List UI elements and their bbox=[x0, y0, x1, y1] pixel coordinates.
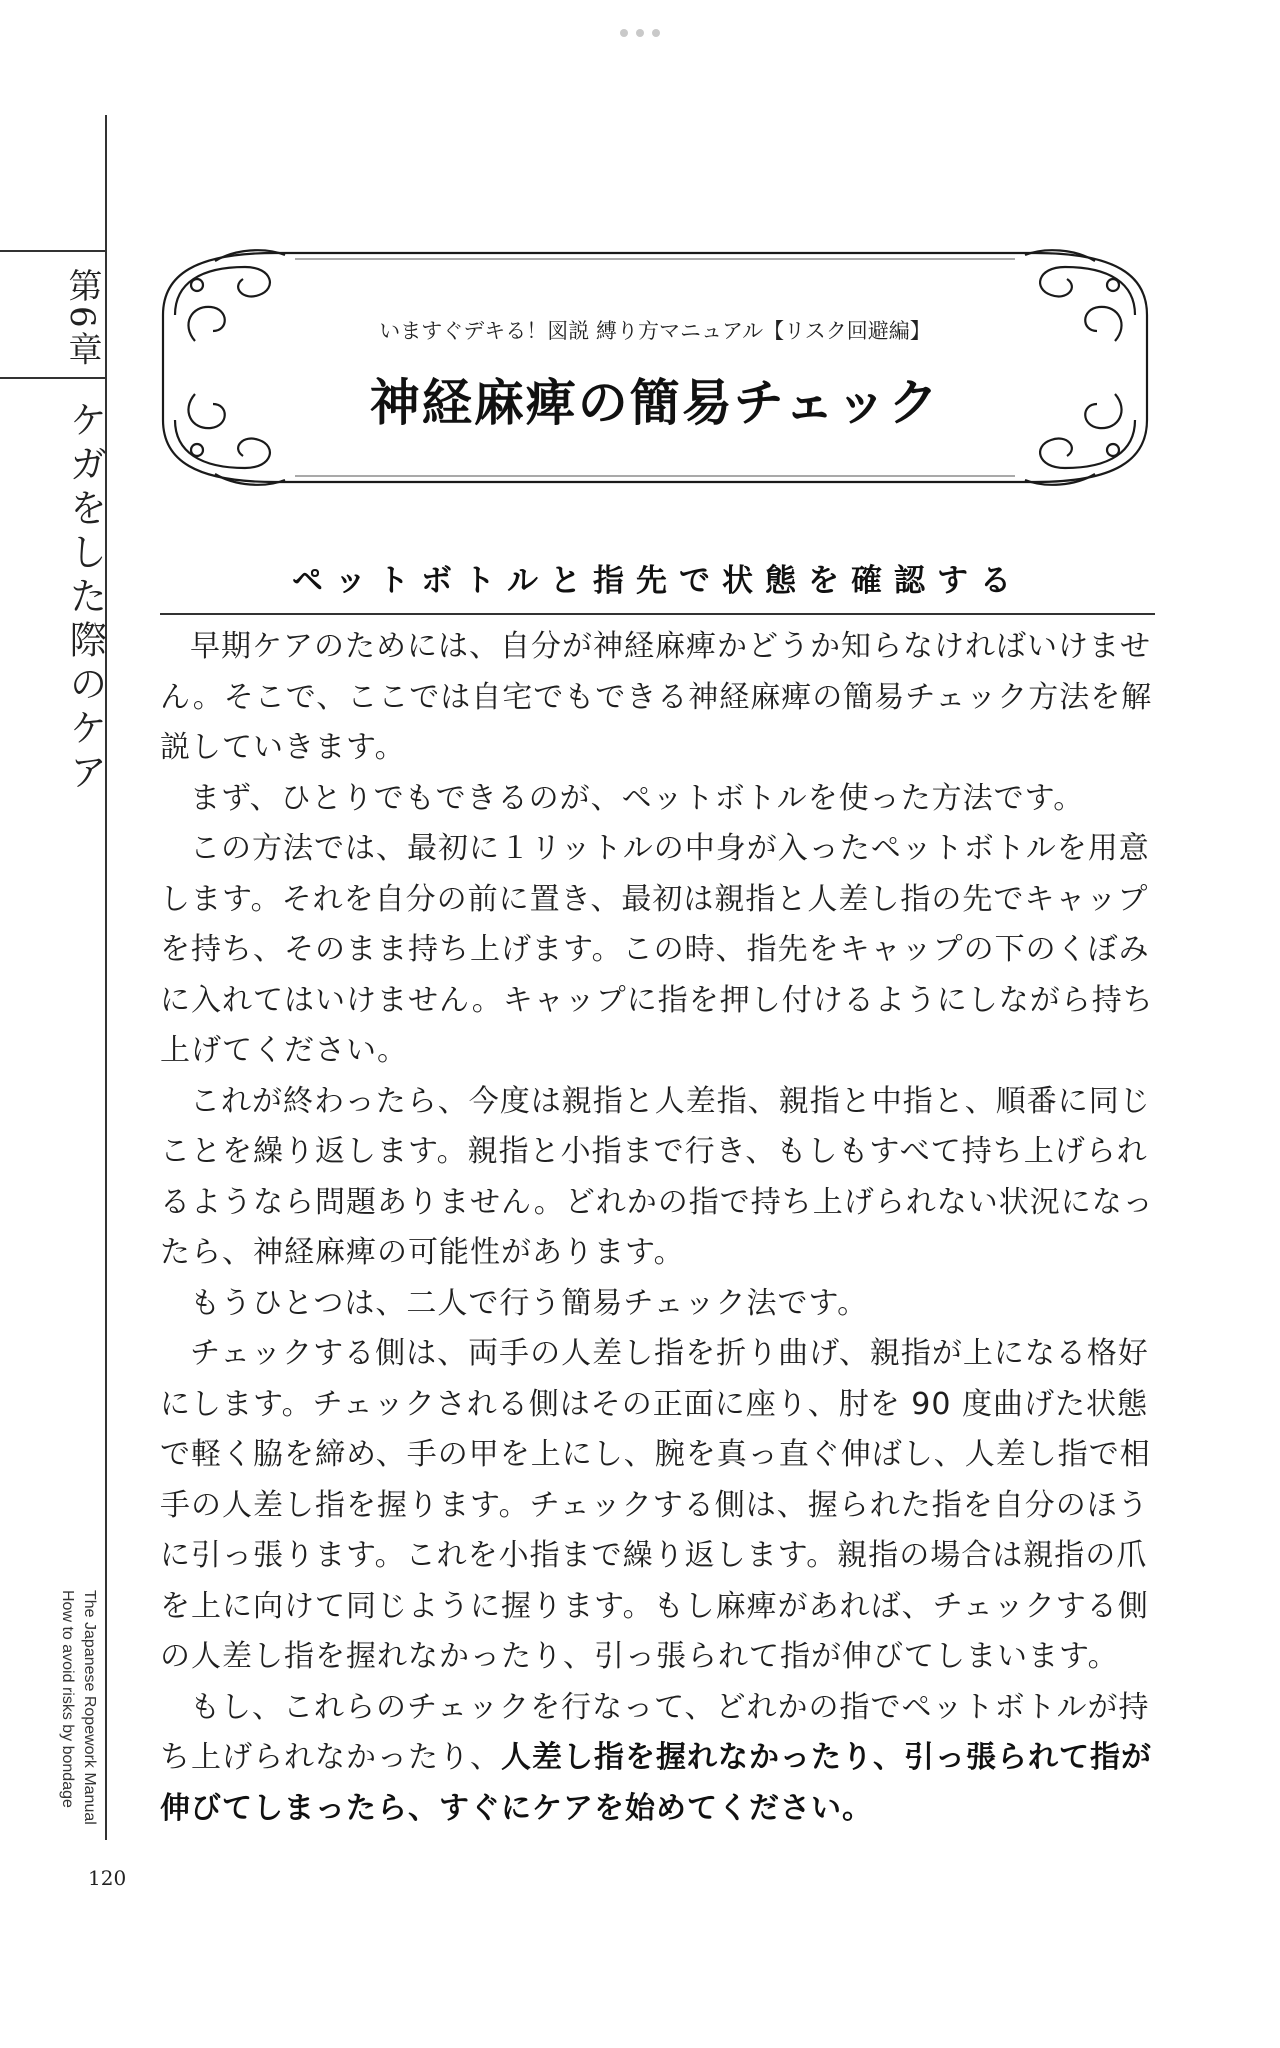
paragraph: もうひとつは、二人で行う簡易チェック法です。 bbox=[190, 1285, 869, 1321]
heading-rule bbox=[160, 613, 1155, 615]
main-title: 神経麻痺の簡易チェック bbox=[369, 374, 941, 432]
last-paragraph-normal: もし、これらのチェックを行なって、どれかの指でペットボトルが持ち上げられなかったり、 bbox=[160, 1689, 1150, 1775]
paragraph: まず、ひとりでもできるのが、ペットボトルを使った方法です。 bbox=[190, 780, 1085, 816]
last-paragraph bbox=[160, 1683, 1160, 1835]
title-frame bbox=[155, 245, 1155, 490]
running-title-en bbox=[56, 1590, 100, 1830]
paragraph: この方法では、最初に１リットルの中身が入ったペットボトルを用意します。それを自分の前に置き、最初は親指と人差し指の先でキャップを持ち、そのまま持ち上げます。この時、指先をキャップの下のくぼみに入れてはいけません。キャップに指を押し付けるようにしながら持ち上げてください。 bbox=[160, 831, 1154, 1068]
body-text bbox=[160, 622, 1160, 1834]
page-number: 120 bbox=[88, 1866, 127, 1890]
chapter-title: ケガをした際のケア bbox=[63, 400, 107, 796]
page-indicator-dots bbox=[0, 22, 1280, 41]
series-title: いますぐデキる！図説 縛り方マニュアル【リスク回避編】 bbox=[379, 319, 931, 343]
last-paragraph-bold: 人差し指を握れなかったり、引っ張られて指が伸びてしまったら、すぐにケアを始めてください。 bbox=[160, 1740, 1152, 1826]
running-title-en-line2: How to avoid risks by bondage bbox=[59, 1590, 76, 1808]
margin-rule bbox=[105, 115, 107, 1840]
paragraph: これが終わったら、今度は親指と人差指、親指と中指と、順番に同じことを繰り返します。親指と小指まで行き、もしもすべて持ち上げられるようなら問題ありません。どれかの指で持ち上げられない状況になったら、神経麻痺の可能性があります。 bbox=[160, 1083, 1154, 1270]
running-title-en-line1: The Japanese Ropework Manual bbox=[81, 1590, 98, 1825]
chapter-label: 第6章 bbox=[62, 268, 102, 370]
section-heading: ペットボトルと指先で状態を確認する bbox=[292, 563, 1023, 599]
paragraph: チェックする側は、両手の人差し指を折り曲げ、親指が上になる格好にします。チェックされる側はその正面に座り、肘を 90 度曲げた状態で軽く脇を締め、手の甲を上にし、腕を真っ直ぐ伸ばし、人差し指で相手の人差し指を握ります。チェックする側は、握られた指を自分のほうに引っ張ります。これを小指まで繰り返します。親指の場合は親指の爪を上に向けて同じように握ります。もし麻痺があれば、チェックする側の人差し指を握れなかったり、引っ張られて指が伸びてしまいます。 bbox=[160, 1336, 1151, 1674]
paragraph: 早期ケアのためには、自分が神経麻痺かどうか知らなければいけません。そこで、ここでは自宅でもできる神経麻痺の簡易チェック方法を解説していきます。 bbox=[160, 629, 1153, 765]
